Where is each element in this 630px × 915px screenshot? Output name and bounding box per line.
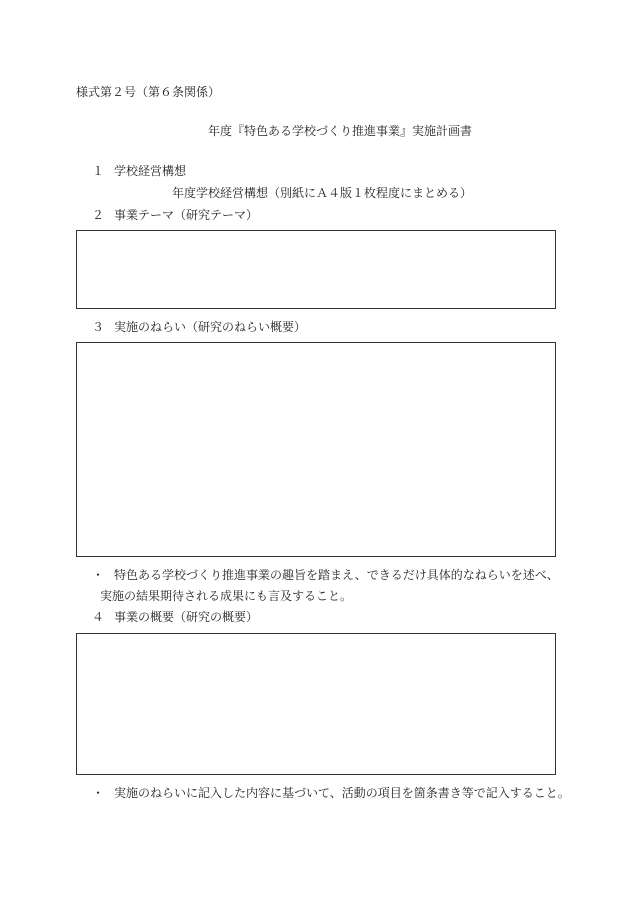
- theme-entry-box[interactable]: [76, 230, 556, 309]
- section-3-instruction-line-1: 特色ある学校づくり推進事業の趣旨を踏まえ、できるだけ具体的なねらいを述べ、: [114, 568, 559, 582]
- form-number: 様式第２号（第６条関係）: [76, 85, 221, 99]
- section-3-number: ３: [92, 320, 105, 334]
- section-2-heading: 事業テーマ（研究テーマ）: [114, 208, 259, 222]
- document-title: 年度『特色ある学校づくり推進事業』実施計画書: [208, 124, 473, 138]
- aims-entry-box[interactable]: [76, 342, 556, 557]
- section-4-instruction-line-1: 実施のねらいに記入した内容に基づいて、活動の項目を箇条書き等で記入すること。: [114, 786, 570, 800]
- section-1-note: 年度学校経営構想（別紙にＡ４版１枚程度にまとめる）: [172, 186, 473, 200]
- section-4-number: ４: [92, 610, 105, 624]
- section-4-heading: 事業の概要（研究の概要）: [114, 610, 259, 624]
- section-1-number: １: [92, 164, 105, 178]
- section-3-instruction-bullet: ・: [92, 568, 105, 582]
- overview-entry-box[interactable]: [76, 633, 556, 775]
- section-1-heading: 学校経営構想: [114, 164, 187, 178]
- section-3-heading: 実施のねらい（研究のねらい概要）: [114, 320, 307, 334]
- section-2-number: ２: [92, 208, 105, 222]
- section-4-instruction-bullet: ・: [92, 786, 105, 800]
- section-3-instruction-line-2: 実施の結果期待される成果にも言及すること。: [100, 589, 353, 603]
